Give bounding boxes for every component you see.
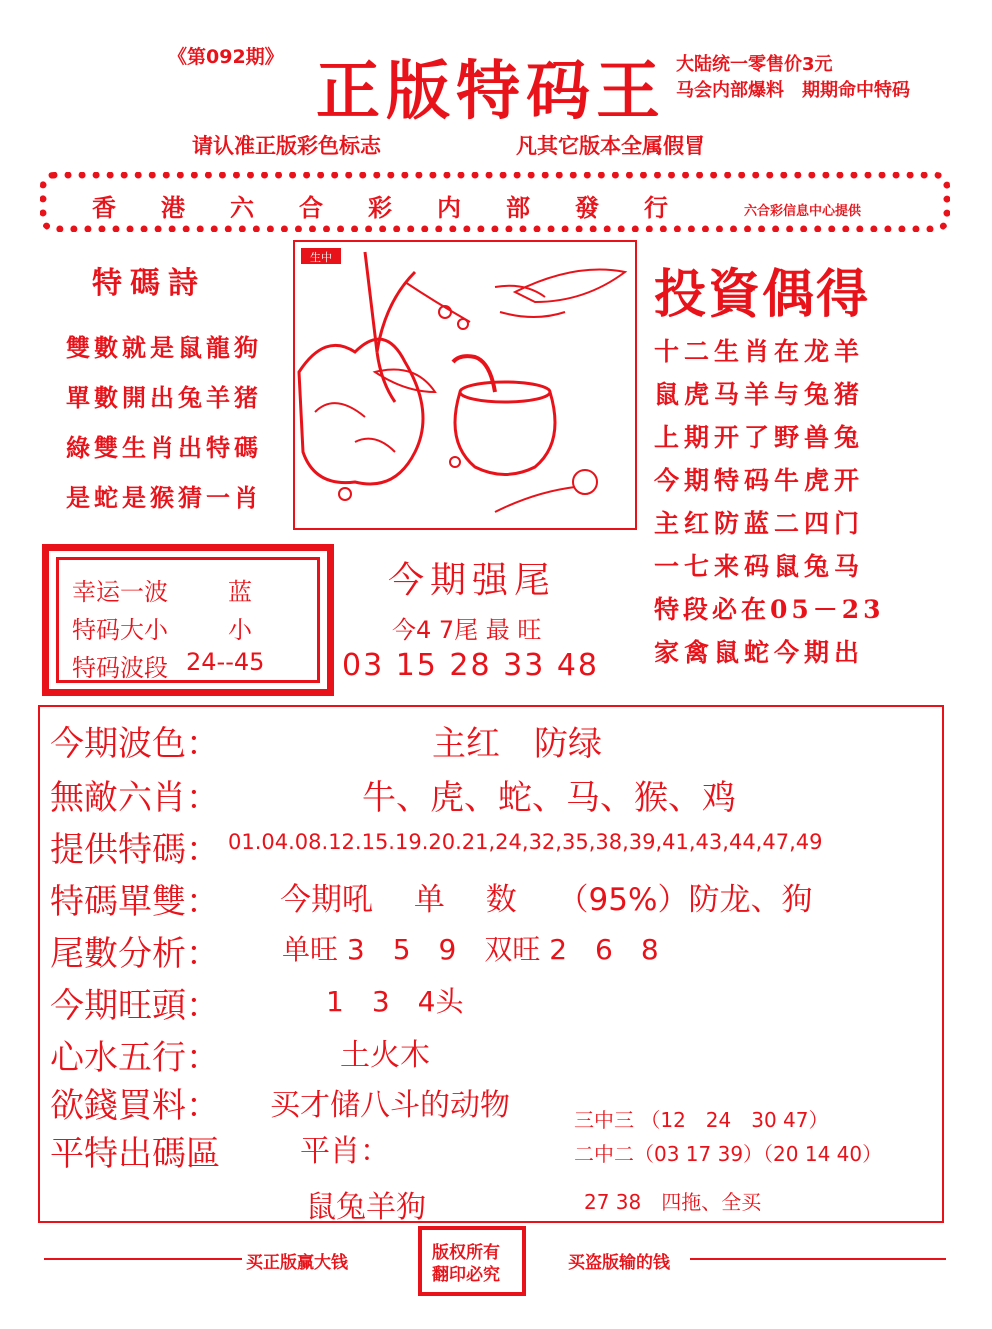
row-value-color: 主红 防绿 [432,724,602,764]
tail-numbers: 03 15 28 33 48 [342,648,600,683]
banner-provider: 六合彩信息中心提供 [744,204,862,219]
footer-right: 买盗版输的钱 [568,1253,670,1273]
row-label-head: 今期旺頭： [50,986,220,1026]
stamp-line-2: 翻印必究 [432,1265,500,1285]
three-of-three: 三中三 （12 24 30 47） [574,1108,829,1132]
poem-line: 單數開出兔羊猪 [66,383,262,412]
lucky-range-label: 特码波段 [72,654,168,682]
lucky-range-value: 24--45 [186,648,265,676]
poem-title: 特碼詩 [92,266,206,301]
tail-title: 今期强尾 [388,560,557,601]
tail-sub: 今4 7尾 最 旺 [392,616,542,644]
banner-char: 内 [437,193,461,222]
row-value-special-numbers: 01.04.08.12.15.19.20.21,24,32,35,38,39,41,43,44,47,49 [228,830,823,854]
footer-rule-right [690,1258,946,1260]
notice-right: 凡其它版本全属假冒 [516,134,705,158]
price-line: 大陆统一零售价3元 [676,54,833,75]
row-value-five-elements: 土火木 [340,1038,430,1073]
lucky-wave-value: 蓝 [228,578,252,606]
invest-line: 家禽鼠蛇今期出 [654,638,865,667]
two-of-two: 二中二（03 17 39）（20 14 40） [574,1142,883,1166]
banner-char: 港 [161,193,185,222]
poem-line: 綠雙生肖出特碼 [66,433,262,462]
invest-line: 今期特码牛虎开 [654,466,865,495]
banner-char: 彩 [368,193,392,222]
notice-left: 请认准正版彩色标志 [192,134,381,158]
stamp-line-1: 版权所有 [432,1243,500,1263]
row-value-six-zodiac: 牛、虎、蛇、马、猴、鸡 [362,778,736,818]
row-value-buy-info: 买才储八斗的动物 [270,1088,510,1123]
lucky-size-label: 特码大小 [72,616,168,644]
banner-char: 發 [575,193,599,222]
invest-line: 一七来码鼠兔马 [654,552,865,581]
seal-text: 生中 [310,251,332,264]
row-label-tail-analysis: 尾數分析： [50,934,220,974]
banner-char: 部 [506,193,530,222]
snake-jar-illustration [295,242,635,528]
invest-line: 上期开了野兽兔 [654,423,865,452]
poem-line: 是蛇是猴猜一肖 [66,483,262,512]
footer-rule-left [44,1258,242,1260]
poem-line: 雙數就是鼠龍狗 [66,333,262,362]
row-label-odd-even: 特碼單雙： [50,882,220,922]
row-label-five-elements: 心水五行： [50,1038,220,1078]
invest-line: 十二生肖在龙羊 [654,337,865,366]
banner-char: 香 [92,193,116,222]
invest-line: 鼠虎马羊与兔猪 [654,380,865,409]
banner-char: 行 [644,193,668,222]
banner-text [92,188,684,223]
tagline: 马会内部爆料 期期命中特码 [676,80,910,101]
banner-char: 合 [299,193,323,222]
invest-line: 特段必在05－23 [654,595,885,624]
footer-left: 买正版赢大钱 [246,1253,348,1273]
row-value-tail-analysis: 单旺 3 5 9 双旺 2 6 8 [282,933,659,966]
row-label-special-numbers: 提供特碼： [50,830,220,870]
row-value-odd-even: 今期吼 单 数 （95%）防龙、狗 [280,882,813,918]
invest-line: 主红防蓝二四门 [654,509,865,538]
invest-title: 投資偶得 [654,264,871,325]
row-label-six-zodiac: 無敵六肖： [50,778,220,818]
issue-number: 《第092期》 [168,46,284,68]
page-title: 正版特码王 [316,54,666,129]
lucky-size-value: 小 [228,616,252,644]
row-label-flat-zone: 平特出碼區 [50,1134,220,1174]
illustration-frame [293,240,637,530]
flat-zodiac-value: 鼠兔羊狗 [306,1190,426,1225]
row-label-flat-zodiac: 平肖： [300,1134,390,1169]
row-label-buy-info: 欲錢買料： [50,1086,220,1126]
row-value-head: 1 3 4头 [326,985,464,1018]
four-drag: 27 38 四拖、全买 [584,1190,762,1214]
row-label-color: 今期波色： [50,724,220,764]
banner-char: 六 [230,193,254,222]
lucky-wave-label: 幸运一波 [72,578,168,606]
